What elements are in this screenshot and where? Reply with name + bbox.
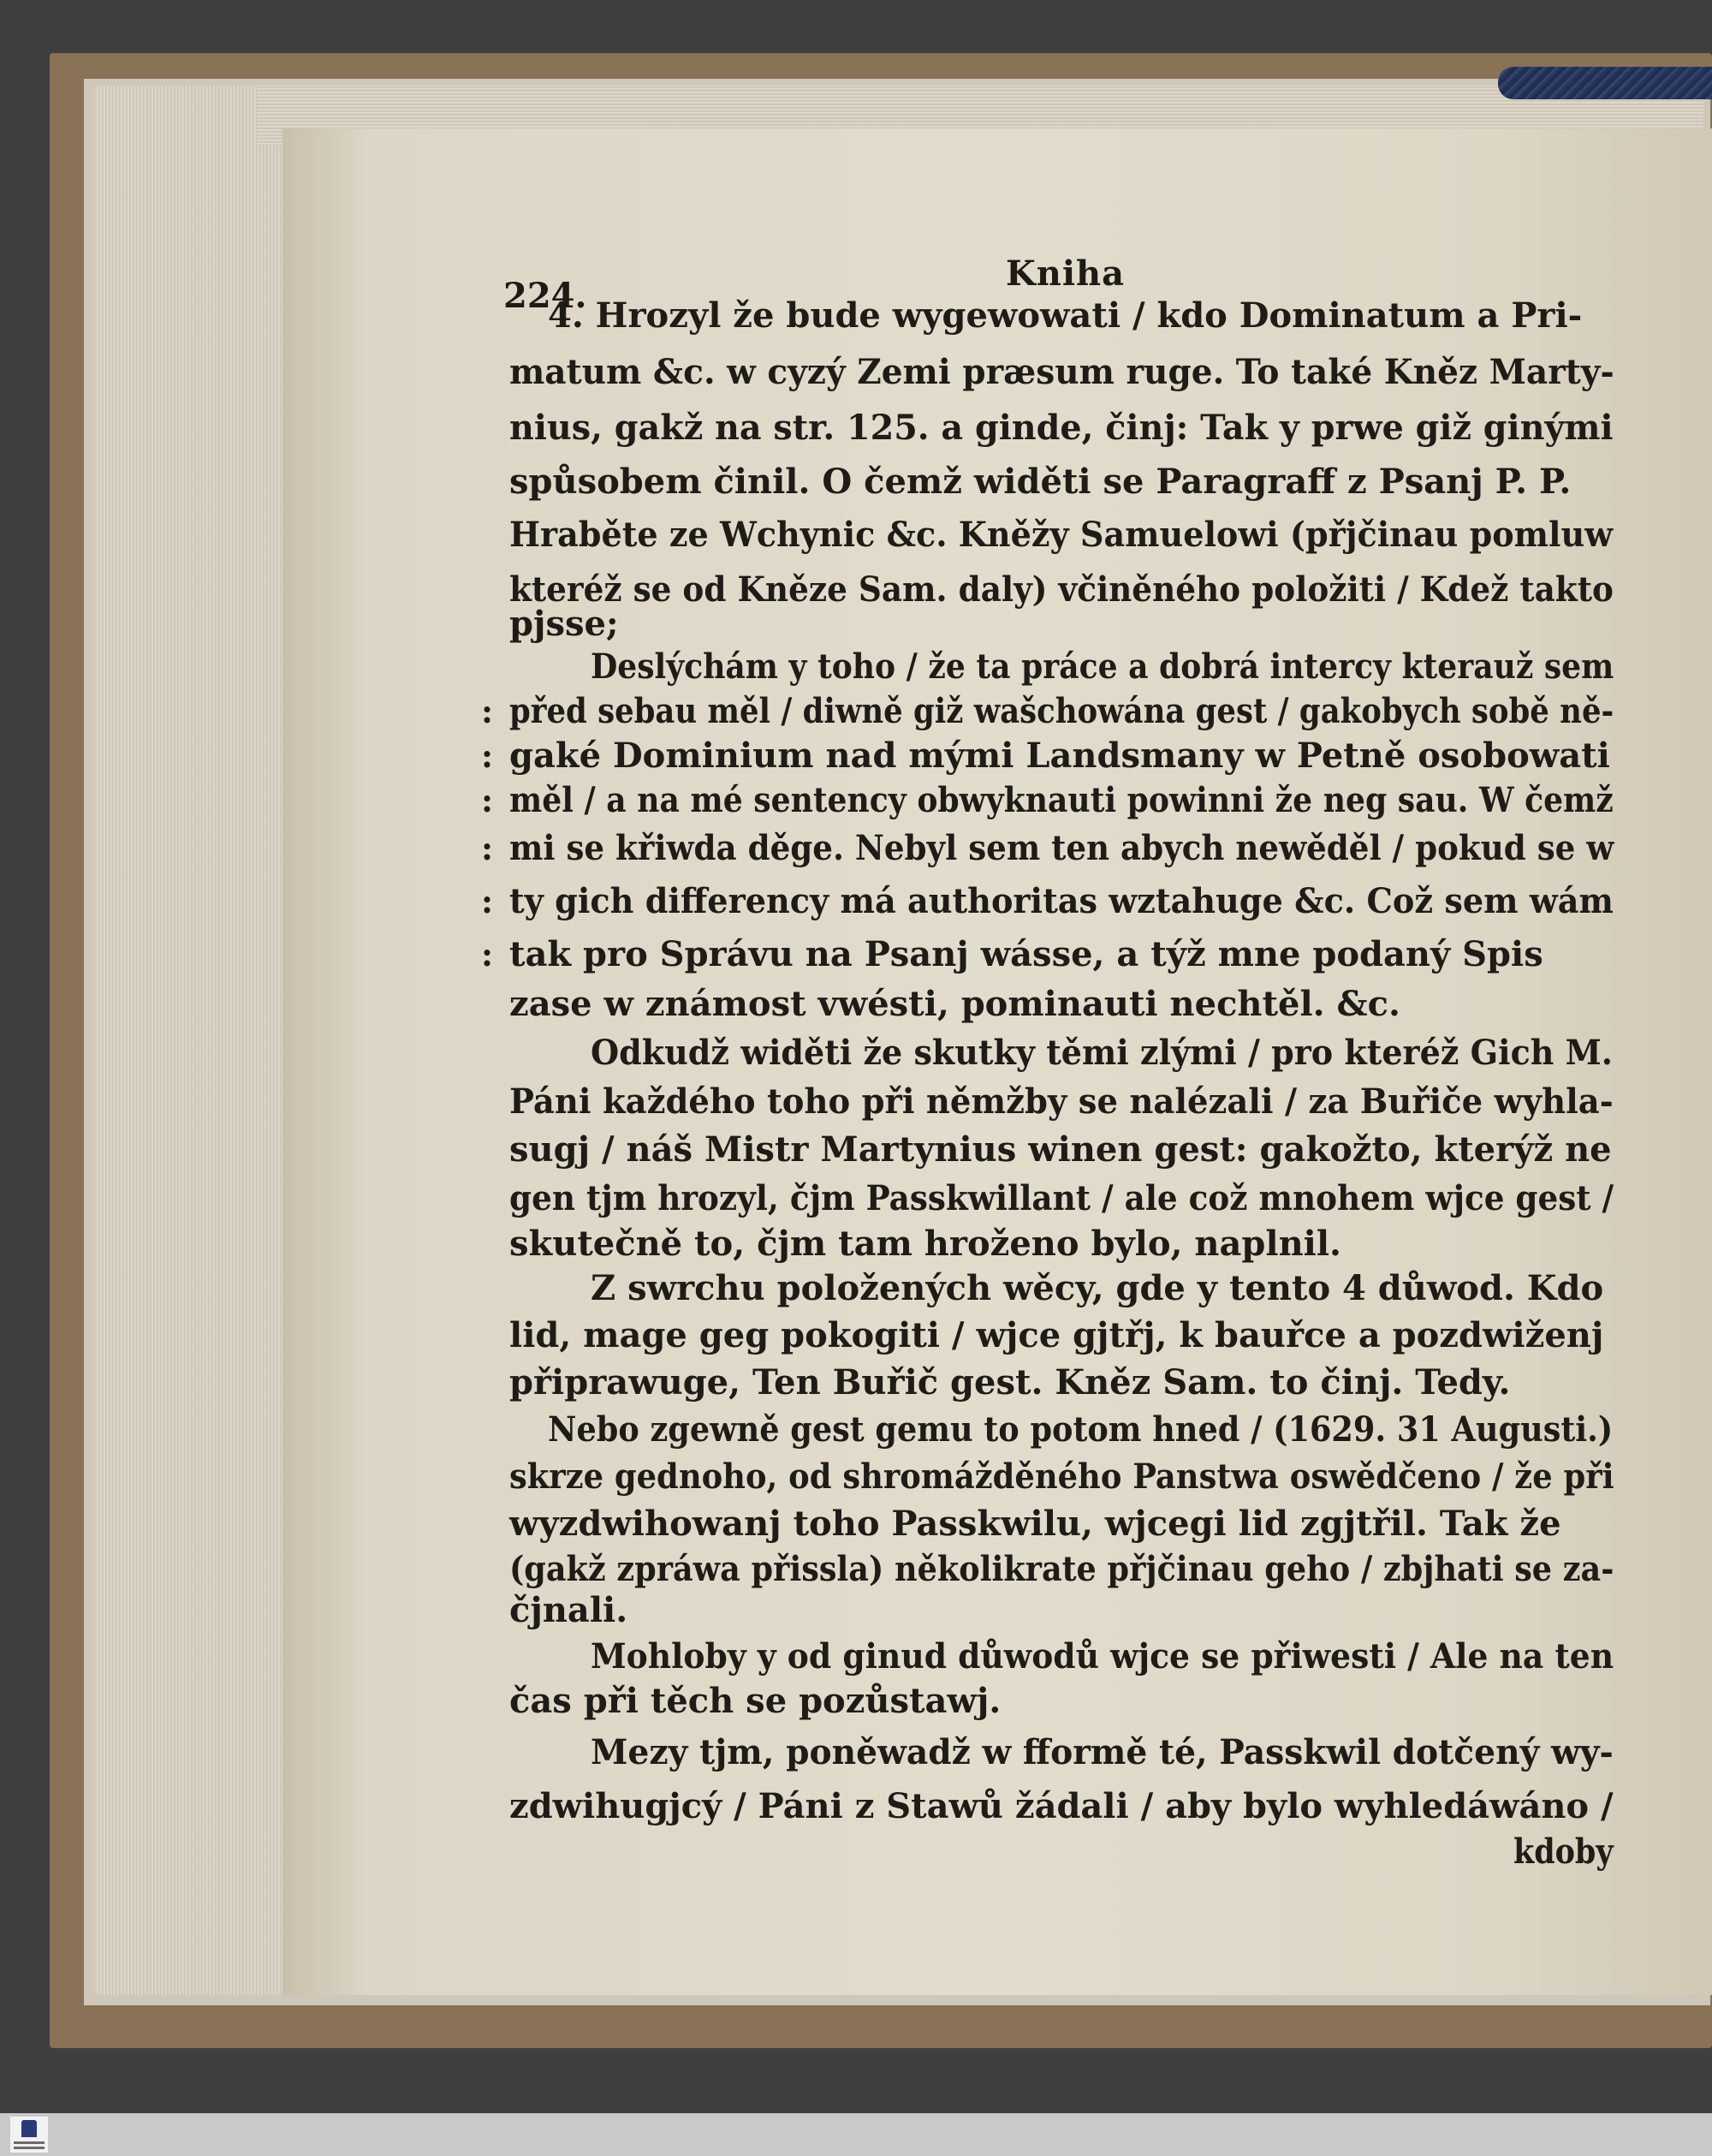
text-line: měl / a na mé sentency obwyknauti powinni že neg sau. W čemž: [509, 780, 1614, 820]
text-line: čas při těch se pozůstawj.: [509, 1681, 1002, 1721]
text-line: gaké Dominium nad mými Landsmany w Petně osobowati: [509, 736, 1610, 776]
text-line: Odkudž widěti že skutky těmi zlými / pro kteréž Gich M.: [591, 1033, 1613, 1073]
page-number: 224.: [503, 276, 587, 316]
text-line: Nebo zgewně gest gemu to potom hned / (1629. 31 Augusti.): [548, 1409, 1614, 1450]
text-line: nius, gakž na str. 125. a ginde, činj: Tak y prwe giž ginými: [509, 408, 1614, 448]
quote-mark: :: [481, 781, 494, 819]
quote-mark: :: [481, 692, 494, 730]
text-line: Z swrchu položených wěcy, gde y tento 4 důwod. Kdo: [591, 1268, 1604, 1308]
text-line: zdwihugjcý / Páni z Stawů žádali / aby bylo wyhledáwáno /: [509, 1786, 1614, 1826]
quote-mark: :: [481, 829, 494, 867]
text-line: (gakž zpráwa přissla) několikrate přjčinau geho / zbjhati se za-: [509, 1549, 1614, 1589]
text-line: připrawuge, Ten Buřič gest. Kněz Sam. to činj. Tedy.: [509, 1362, 1511, 1403]
text-line: kteréž se od Kněze Sam. daly) včiněného položiti / Kdež takto: [509, 569, 1614, 610]
quote-mark: :: [481, 736, 494, 775]
text-line: Deslýchám y toho / že ta práce a dobrá intercy kterauž sem: [591, 646, 1614, 687]
text-line: Hraběte ze Wchynic &c. Kněžy Samuelowi (přjčinau pomluw: [509, 515, 1614, 555]
text-line: skutečně to, čjm tam hroženo bylo, naplnil.: [509, 1224, 1341, 1264]
text-line: wyzdwihowanj toho Passkwilu, wjcegi lid zgjtřil. Tak že: [509, 1504, 1561, 1544]
text-line: kdoby: [1513, 1831, 1614, 1872]
library-logo[interactable]: [10, 2117, 48, 2153]
text-line: gen tjm hrozyl, čjm Passkwillant / ale což mnohem wjce gest /: [509, 1178, 1614, 1218]
text-line: skrze gednoho, od shromážděného Panstwa oswědčeno / že při: [509, 1456, 1614, 1497]
text-line: tak pro Správu na Psanj wásse, a týž mne podaný Spis: [509, 934, 1543, 974]
text-line: čjnali.: [509, 1590, 628, 1630]
text-line: Páni každého toho při němžby se nalézali / za Buřiče wyhla-: [509, 1081, 1614, 1122]
running-head: Kniha: [1006, 253, 1126, 294]
text-line: pjsse;: [509, 604, 619, 644]
quote-mark: :: [481, 882, 494, 920]
text-line: 4. Hrozyl že bude wygewowati / kdo Dominatum a Pri-: [548, 295, 1583, 336]
text-line: lid, mage geg pokogiti / wjce gjtřj, k bauřce a pozdwiženj: [509, 1315, 1604, 1355]
viewer-footer: [0, 2113, 1712, 2156]
building-icon: [21, 2120, 37, 2137]
text-line: Mezy tjm, poněwadž w fformě té, Passkwil dotčený wy-: [591, 1732, 1614, 1772]
text-line: sugj / náš Mistr Martynius winen gest: gakožto, kterýž ne: [509, 1129, 1612, 1170]
text-line: ty gich differency má authoritas wztahuge &c. Což sem wám: [509, 881, 1614, 921]
text-line: mi se křiwda děge. Nebyl sem ten abych newěděl / pokud se w: [509, 828, 1614, 868]
text-line: spůsobem činil. O čemž widěti se Paragraff z Psanj P. P.: [509, 462, 1572, 502]
logo-text-line: [14, 2147, 45, 2149]
text-line: zase w známost vwésti, pominauti nechtěl. &c.: [509, 984, 1400, 1024]
logo-text-line: [14, 2141, 45, 2144]
text-line: před sebau měl / diwně giž wašchowána gest / gakobych sobě ně-: [509, 691, 1614, 731]
quote-mark: :: [481, 935, 494, 974]
text-line: Mohloby y od ginud důwodů wjce se přiwesti / Ale na ten: [591, 1636, 1614, 1677]
text-line: matum &c. w cyzý Zemi præsum ruge. To také Kněz Marty-: [509, 352, 1614, 392]
